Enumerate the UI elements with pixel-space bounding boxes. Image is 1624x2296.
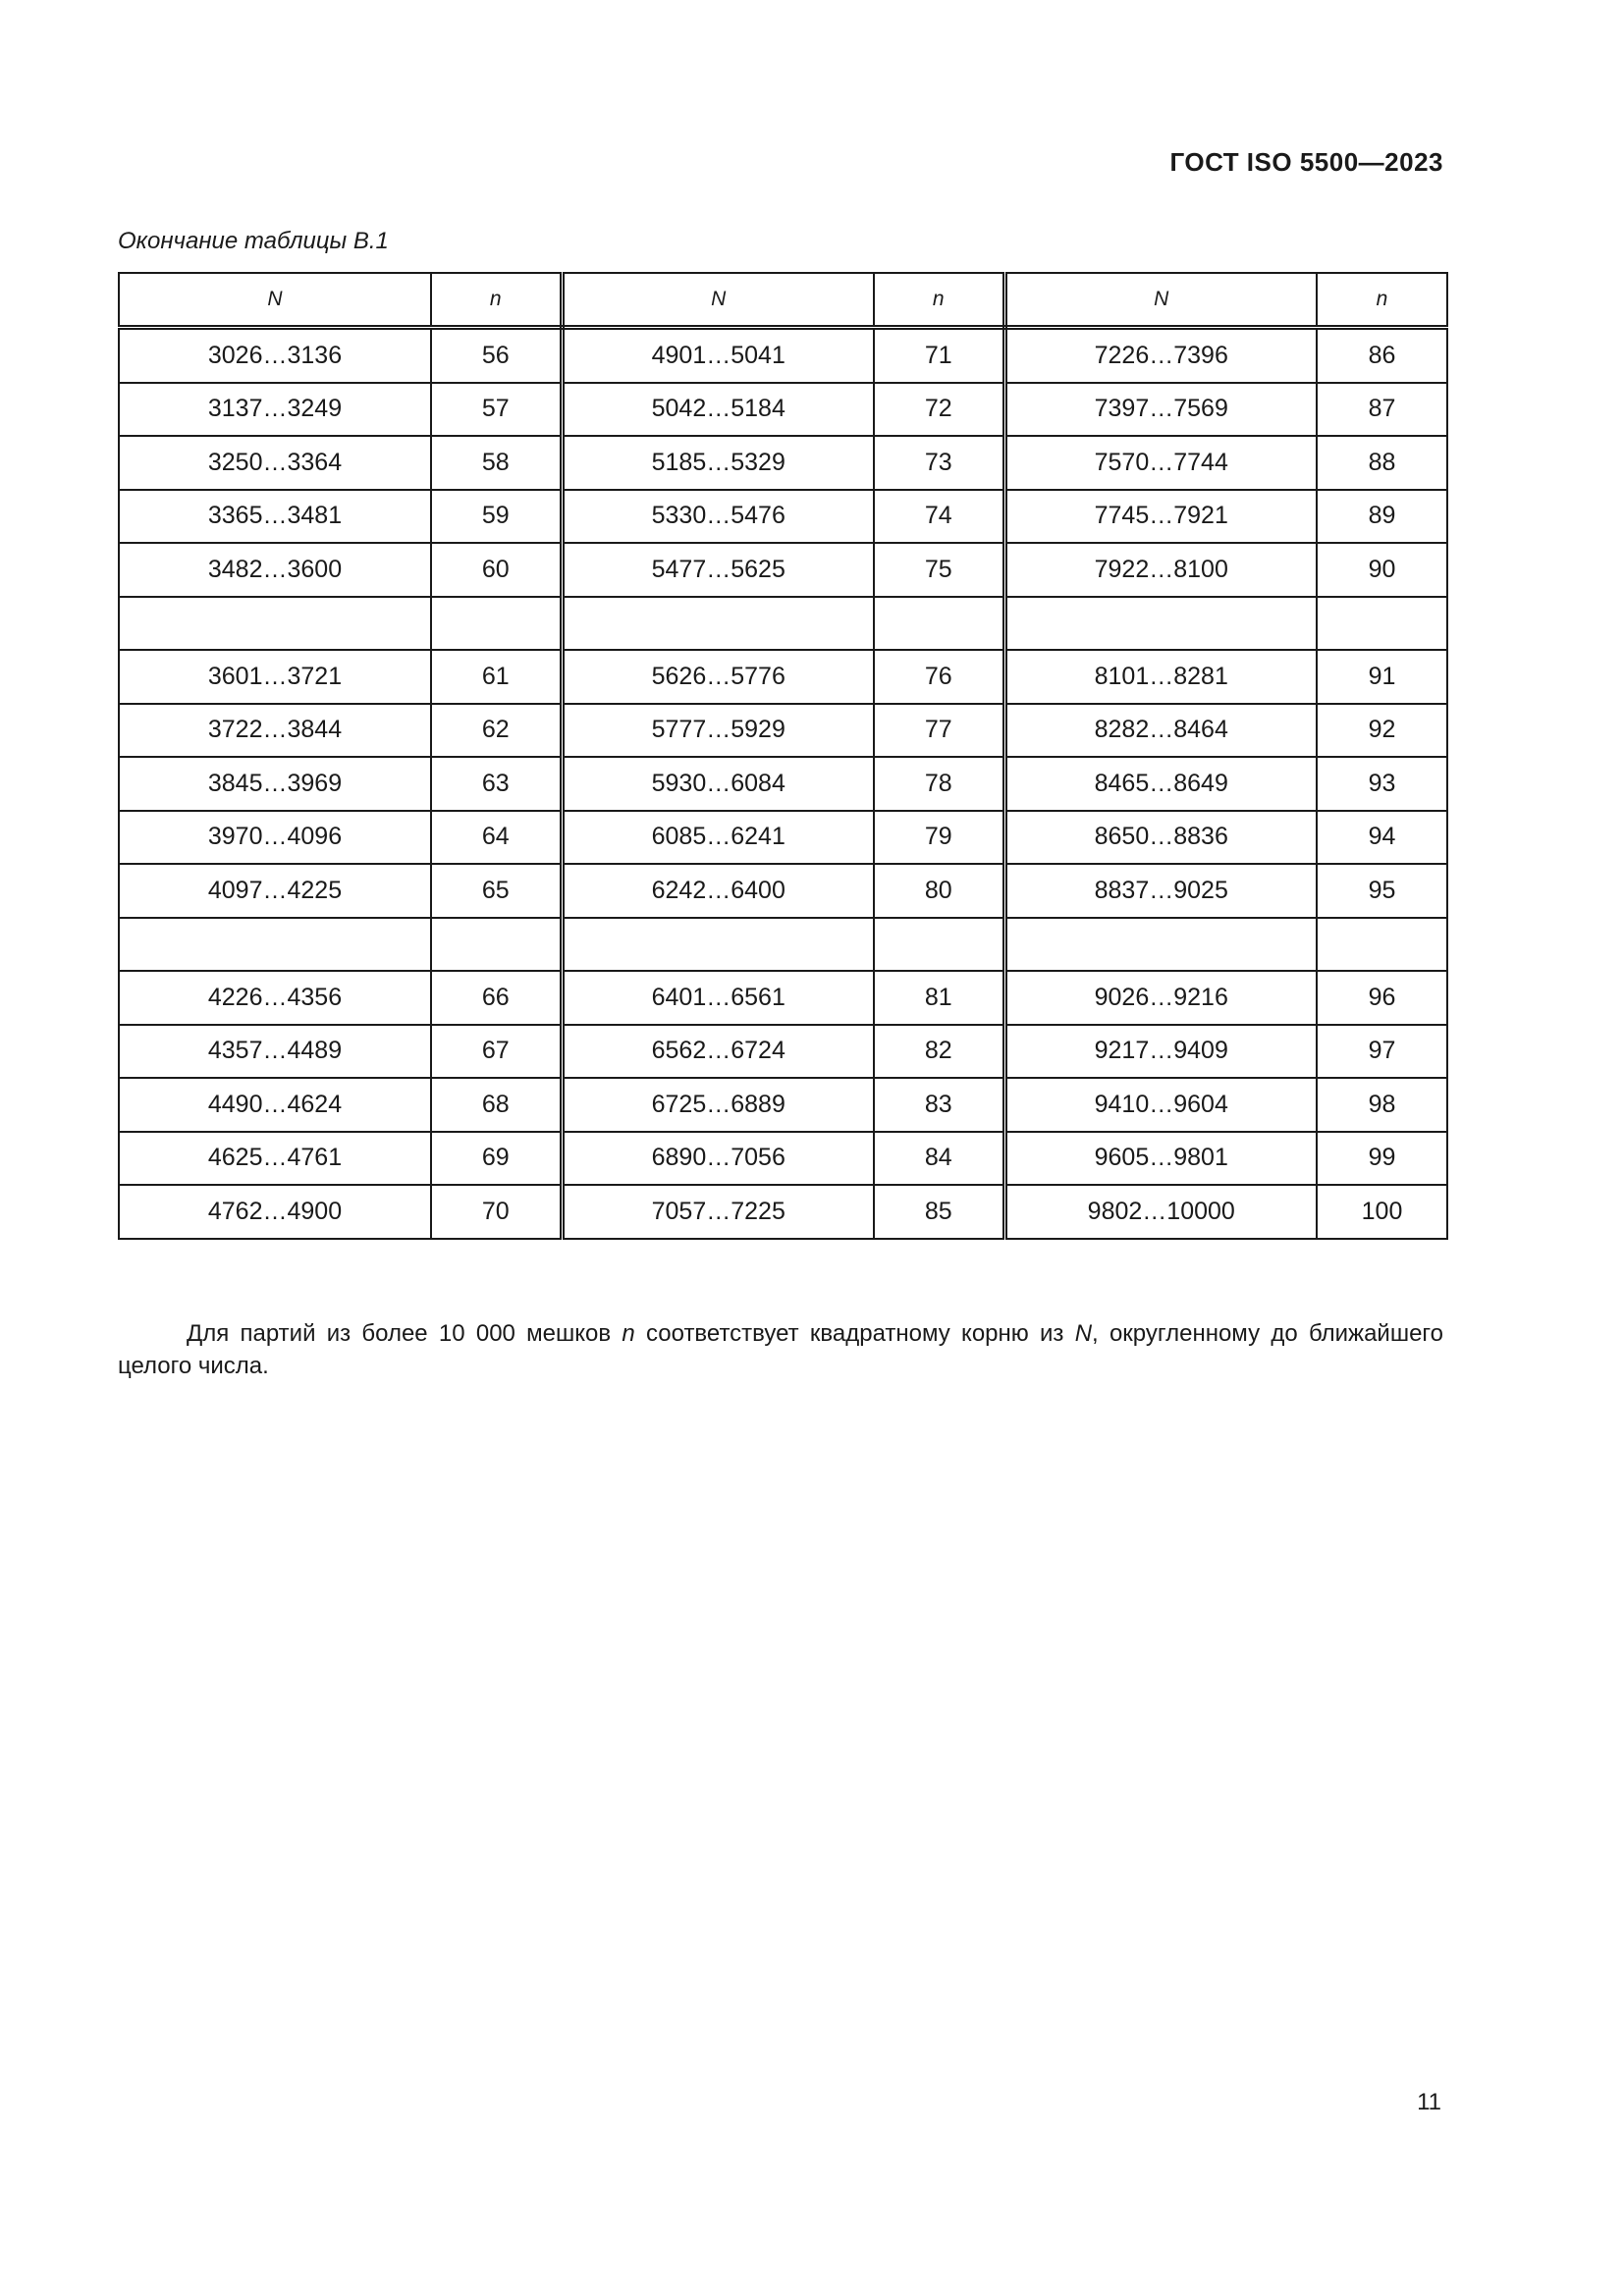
header-cell-N: N [119, 273, 431, 328]
cell-lot-size-range: 8465…8649 [1004, 757, 1317, 811]
cell-sample-size [431, 918, 562, 972]
cell-sample-size [431, 597, 562, 651]
table-row [119, 650, 1447, 704]
cell-lot-size-range: 5330…5476 [562, 490, 874, 544]
cell-sample-size: 95 [1317, 864, 1447, 918]
cell-sample-size: 92 [1317, 704, 1447, 758]
cell-sample-size: 73 [874, 436, 1004, 490]
cell-lot-size-range: 7057…7225 [562, 1185, 874, 1239]
cell-lot-size-range: 3250…3364 [119, 436, 431, 490]
cell-lot-size-range: 8837…9025 [1004, 864, 1317, 918]
cell-sample-size: 100 [1317, 1185, 1447, 1239]
cell-lot-size-range: 7745…7921 [1004, 490, 1317, 544]
sample-size-table [118, 272, 1448, 1240]
cell-lot-size-range [562, 597, 874, 651]
cell-lot-size-range: 9217…9409 [1004, 1025, 1317, 1079]
cell-sample-size: 64 [431, 811, 562, 865]
cell-sample-size: 60 [431, 543, 562, 597]
cell-lot-size-range: 7397…7569 [1004, 383, 1317, 437]
header-cell-n: n [874, 273, 1004, 328]
table-row [119, 543, 1447, 597]
cell-lot-size-range: 3482…3600 [119, 543, 431, 597]
cell-lot-size-range: 7570…7744 [1004, 436, 1317, 490]
cell-lot-size-range: 9410…9604 [1004, 1078, 1317, 1132]
page-number: 11 [1417, 2089, 1441, 2115]
cell-sample-size [1317, 918, 1447, 972]
cell-sample-size: 86 [1317, 328, 1447, 383]
cell-sample-size: 56 [431, 328, 562, 383]
cell-lot-size-range [119, 597, 431, 651]
table-row [119, 1078, 1447, 1132]
cell-sample-size: 99 [1317, 1132, 1447, 1186]
note-text: , округленному до ближайшего целого числа. [118, 1320, 1444, 1379]
cell-lot-size-range: 6725…6889 [562, 1078, 874, 1132]
table-note [118, 1317, 1443, 1382]
cell-lot-size-range: 3601…3721 [119, 650, 431, 704]
document-code: ГОСТ ISO 5500—2023 [1169, 147, 1443, 177]
cell-sample-size: 98 [1317, 1078, 1447, 1132]
cell-sample-size: 68 [431, 1078, 562, 1132]
cell-lot-size-range: 4625…4761 [119, 1132, 431, 1186]
cell-sample-size: 58 [431, 436, 562, 490]
note-text: соответствует квадратному корню из [634, 1320, 1075, 1347]
cell-lot-size-range: 8282…8464 [1004, 704, 1317, 758]
cell-sample-size: 97 [1317, 1025, 1447, 1079]
cell-lot-size-range: 5477…5625 [562, 543, 874, 597]
cell-lot-size-range: 4901…5041 [562, 328, 874, 383]
table-caption: Окончание таблицы В.1 [118, 228, 389, 254]
note-text: Для партий из более 10 000 мешков [187, 1320, 623, 1347]
table-row [119, 918, 1447, 972]
table-row [119, 811, 1447, 865]
cell-sample-size: 88 [1317, 436, 1447, 490]
cell-sample-size: 70 [431, 1185, 562, 1239]
cell-sample-size [1317, 597, 1447, 651]
cell-sample-size: 78 [874, 757, 1004, 811]
cell-lot-size-range: 4490…4624 [119, 1078, 431, 1132]
cell-lot-size-range: 4226…4356 [119, 971, 431, 1025]
cell-lot-size-range: 4097…4225 [119, 864, 431, 918]
table-row [119, 704, 1447, 758]
cell-lot-size-range: 6085…6241 [562, 811, 874, 865]
cell-lot-size-range: 9605…9801 [1004, 1132, 1317, 1186]
cell-lot-size-range [1004, 597, 1317, 651]
cell-lot-size-range [119, 918, 431, 972]
header-cell-n: n [431, 273, 562, 328]
cell-lot-size-range: 7922…8100 [1004, 543, 1317, 597]
header-cell-n: n [1317, 273, 1447, 328]
header-cell-N: N [562, 273, 874, 328]
cell-lot-size-range: 7226…7396 [1004, 328, 1317, 383]
cell-lot-size-range: 3026…3136 [119, 328, 431, 383]
cell-sample-size: 61 [431, 650, 562, 704]
cell-lot-size-range: 9802…10000 [1004, 1185, 1317, 1239]
cell-lot-size-range: 6890…7056 [562, 1132, 874, 1186]
cell-lot-size-range: 3137…3249 [119, 383, 431, 437]
cell-lot-size-range: 3722…3844 [119, 704, 431, 758]
cell-lot-size-range: 5042…5184 [562, 383, 874, 437]
cell-lot-size-range: 5626…5776 [562, 650, 874, 704]
header-cell-N: N [1004, 273, 1317, 328]
table-row [119, 436, 1447, 490]
cell-sample-size: 67 [431, 1025, 562, 1079]
cell-lot-size-range: 3365…3481 [119, 490, 431, 544]
table-row [119, 1025, 1447, 1079]
table-row [119, 490, 1447, 544]
table-row [119, 597, 1447, 651]
cell-sample-size: 82 [874, 1025, 1004, 1079]
cell-lot-size-range: 6242…6400 [562, 864, 874, 918]
cell-lot-size-range [1004, 918, 1317, 972]
cell-lot-size-range: 5930…6084 [562, 757, 874, 811]
cell-sample-size: 72 [874, 383, 1004, 437]
cell-lot-size-range: 3845…3969 [119, 757, 431, 811]
cell-sample-size: 83 [874, 1078, 1004, 1132]
cell-sample-size: 59 [431, 490, 562, 544]
cell-sample-size: 80 [874, 864, 1004, 918]
cell-sample-size: 89 [1317, 490, 1447, 544]
cell-lot-size-range: 6562…6724 [562, 1025, 874, 1079]
cell-sample-size: 57 [431, 383, 562, 437]
cell-sample-size: 74 [874, 490, 1004, 544]
cell-sample-size: 87 [1317, 383, 1447, 437]
cell-sample-size: 69 [431, 1132, 562, 1186]
cell-sample-size: 93 [1317, 757, 1447, 811]
table-row [119, 864, 1447, 918]
cell-sample-size [874, 918, 1004, 972]
cell-sample-size: 66 [431, 971, 562, 1025]
cell-lot-size-range: 4762…4900 [119, 1185, 431, 1239]
cell-sample-size: 77 [874, 704, 1004, 758]
cell-lot-size-range: 5185…5329 [562, 436, 874, 490]
cell-lot-size-range: 6401…6561 [562, 971, 874, 1025]
table-row [119, 1185, 1447, 1239]
cell-sample-size: 91 [1317, 650, 1447, 704]
cell-lot-size-range: 8101…8281 [1004, 650, 1317, 704]
cell-lot-size-range: 5777…5929 [562, 704, 874, 758]
cell-sample-size: 90 [1317, 543, 1447, 597]
cell-sample-size: 84 [874, 1132, 1004, 1186]
table-row [119, 328, 1447, 383]
cell-sample-size: 81 [874, 971, 1004, 1025]
cell-sample-size: 63 [431, 757, 562, 811]
cell-lot-size-range: 8650…8836 [1004, 811, 1317, 865]
cell-lot-size-range: 3970…4096 [119, 811, 431, 865]
cell-sample-size: 71 [874, 328, 1004, 383]
cell-sample-size: 75 [874, 543, 1004, 597]
cell-sample-size: 79 [874, 811, 1004, 865]
note-var-n: n [622, 1320, 635, 1347]
note-var-N: N [1074, 1320, 1093, 1347]
table-row [119, 1132, 1447, 1186]
cell-lot-size-range [562, 918, 874, 972]
table-header-row [119, 273, 1447, 328]
cell-sample-size: 62 [431, 704, 562, 758]
cell-sample-size: 85 [874, 1185, 1004, 1239]
cell-lot-size-range: 9026…9216 [1004, 971, 1317, 1025]
cell-sample-size: 65 [431, 864, 562, 918]
cell-sample-size: 96 [1317, 971, 1447, 1025]
cell-lot-size-range: 4357…4489 [119, 1025, 431, 1079]
cell-sample-size: 94 [1317, 811, 1447, 865]
table-row [119, 383, 1447, 437]
table-row [119, 757, 1447, 811]
cell-sample-size [874, 597, 1004, 651]
table-row [119, 971, 1447, 1025]
cell-sample-size: 76 [874, 650, 1004, 704]
